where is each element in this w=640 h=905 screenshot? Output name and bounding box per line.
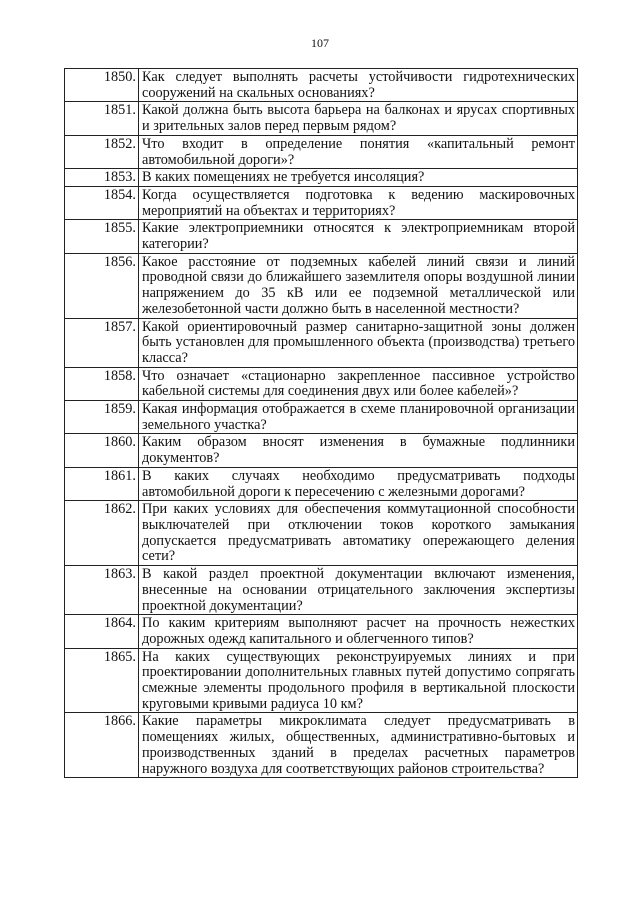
page-number: 107 bbox=[311, 36, 329, 50]
questions-table-body bbox=[65, 69, 578, 778]
question-text: Какие параметры микроклимата следует предусматривать в помещениях жилых, общественных, административно-бытовых и производственных зданий в пределах расчетных параметров наружного воздуха для соответствующих районов строительства? bbox=[139, 713, 578, 778]
question-row bbox=[65, 253, 578, 318]
question-number: 1863. bbox=[65, 566, 139, 615]
questions-table bbox=[64, 68, 578, 778]
question-row bbox=[65, 186, 578, 219]
question-row bbox=[65, 501, 578, 566]
question-number: 1861. bbox=[65, 467, 139, 500]
question-row bbox=[65, 69, 578, 102]
question-text: Какой должна быть высота барьера на балконах и ярусах спортивных и зрительных залов перед первым рядом? bbox=[139, 102, 578, 135]
question-row bbox=[65, 401, 578, 434]
question-row bbox=[65, 713, 578, 778]
question-row bbox=[65, 648, 578, 713]
question-text: Каким образом вносят изменения в бумажные подлинники документов? bbox=[139, 434, 578, 467]
question-number: 1859. bbox=[65, 401, 139, 434]
question-text: Что входит в определение понятия «капитальный ремонт автомобильной дороги»? bbox=[139, 135, 578, 168]
question-number: 1864. bbox=[65, 615, 139, 648]
question-number: 1856. bbox=[65, 253, 139, 318]
question-number: 1858. bbox=[65, 367, 139, 400]
question-row bbox=[65, 467, 578, 500]
question-text: При каких условиях для обеспечения коммутационной способности выключателей при отключении токов короткого замыкания допускается предусматривать автоматику опережающего деления сети? bbox=[139, 501, 578, 566]
question-text: На каких существующих реконструируемых линиях и при проектировании дополнительных главных путей допустимо сопрягать смежные элементы продольного профиля в вертикальной плоскости круговыми кривыми радиуса 10 км? bbox=[139, 648, 578, 713]
question-number: 1850. bbox=[65, 69, 139, 102]
question-text: По каким критериям выполняют расчет на прочность нежестких дорожных одежд капитального и облегченного типов? bbox=[139, 615, 578, 648]
question-number: 1866. bbox=[65, 713, 139, 778]
question-text: Какие электроприемники относятся к электроприемникам второй категории? bbox=[139, 220, 578, 253]
question-row bbox=[65, 367, 578, 400]
question-row bbox=[65, 566, 578, 615]
question-row bbox=[65, 135, 578, 168]
question-text: Какой ориентировочный размер санитарно-защитной зоны должен быть установлен для промышленного объекта (производства) третьего класса? bbox=[139, 318, 578, 367]
question-number: 1855. bbox=[65, 220, 139, 253]
question-number: 1851. bbox=[65, 102, 139, 135]
question-row bbox=[65, 220, 578, 253]
question-text: Что означает «стационарно закрепленное пассивное устройство кабельной системы для соединения двух или более кабелей»? bbox=[139, 367, 578, 400]
question-text: Какая информация отображается в схеме планировочной организации земельного участка? bbox=[139, 401, 578, 434]
question-row bbox=[65, 615, 578, 648]
question-text: В какой раздел проектной документации включают изменения, внесенные на основании отрицательного заключения экспертизы проектной документации? bbox=[139, 566, 578, 615]
question-number: 1862. bbox=[65, 501, 139, 566]
question-text: Когда осуществляется подготовка к ведению маскировочных мероприятий на объектах и территориях? bbox=[139, 186, 578, 219]
question-number: 1865. bbox=[65, 648, 139, 713]
question-row bbox=[65, 102, 578, 135]
question-row bbox=[65, 434, 578, 467]
question-number: 1853. bbox=[65, 169, 139, 187]
question-text: Как следует выполнять расчеты устойчивости гидротехнических сооружений на скальных основаниях? bbox=[139, 69, 578, 102]
question-row bbox=[65, 318, 578, 367]
question-text: В каких помещениях не требуется инсоляция? bbox=[139, 169, 578, 187]
question-number: 1854. bbox=[65, 186, 139, 219]
question-number: 1857. bbox=[65, 318, 139, 367]
question-text: В каких случаях необходимо предусматривать подходы автомобильной дороги к пересечению с железными дорогами? bbox=[139, 467, 578, 500]
question-number: 1852. bbox=[65, 135, 139, 168]
question-number: 1860. bbox=[65, 434, 139, 467]
question-row bbox=[65, 169, 578, 187]
question-text: Какое расстояние от подземных кабелей линий связи и линий проводной связи до ближайшего заземлителя опоры воздушной линии напряжением до 35 кВ или ее подземной металлической или железобетонной части должно быть в населенной местности? bbox=[139, 253, 578, 318]
